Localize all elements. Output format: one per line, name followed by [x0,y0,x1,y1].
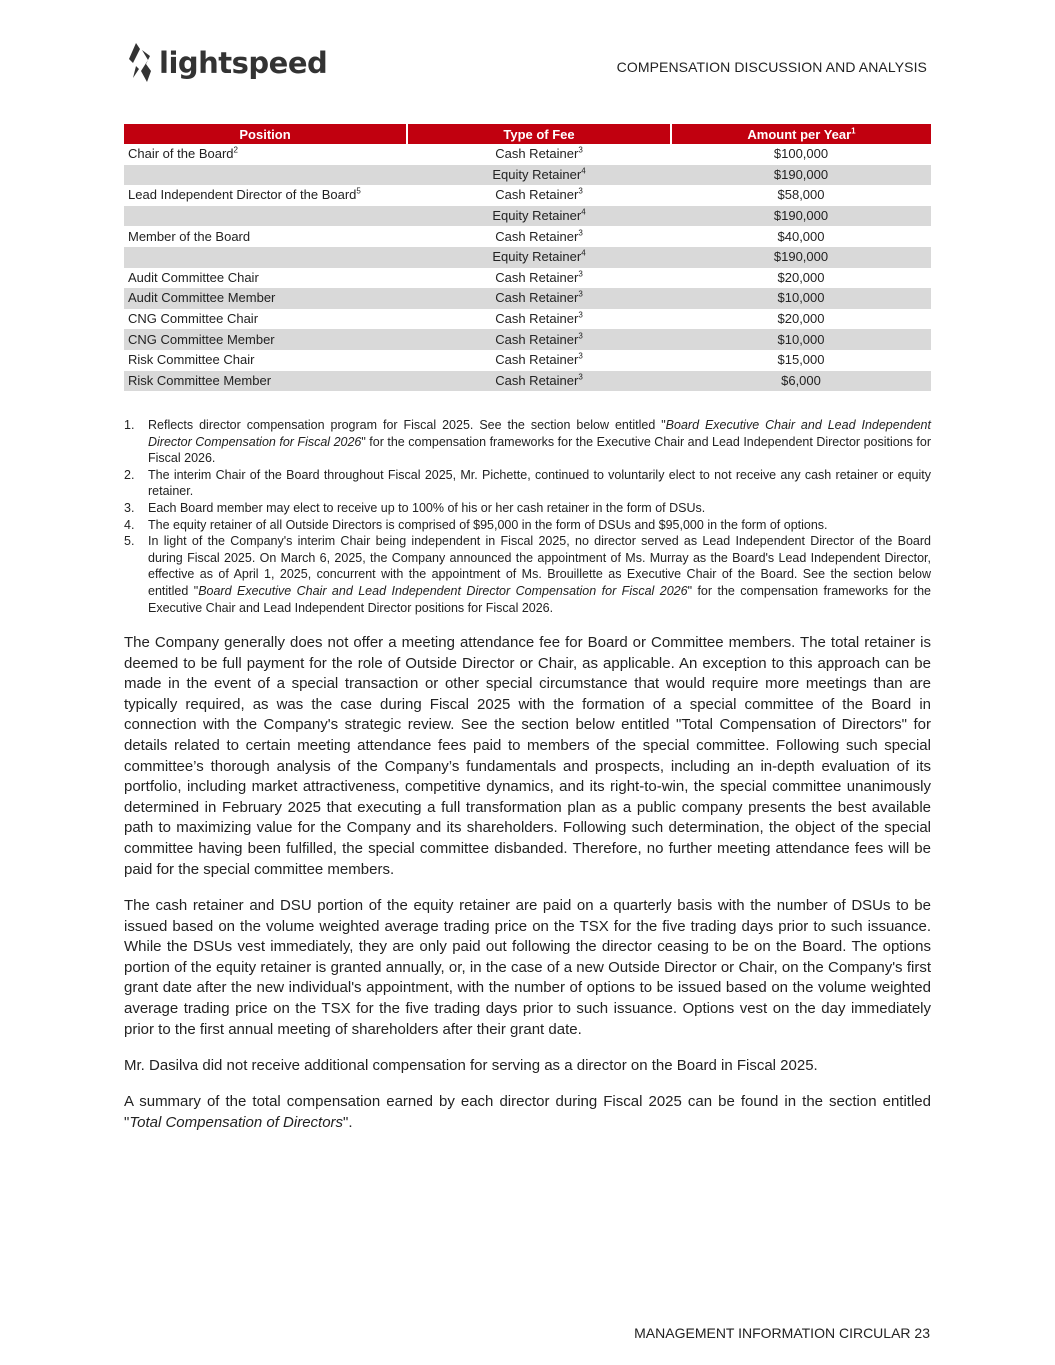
position-cell: CNG Committee Member [124,329,407,350]
position-cell: Risk Committee Member [124,371,407,392]
paragraph-dasilva: Mr. Dasilva did not receive additional compensation for serving as a director on the Board in Fiscal 2025. [124,1057,818,1074]
footnote-number: 5. [124,534,135,549]
position-cell: Audit Committee Chair [128,269,259,285]
amount-cell: $20,000 [777,311,825,327]
fee-cell: Equity Retainer$^4$ [407,247,671,268]
footnote-2: 2. The interim Chair of the Board throughout Fiscal 2025, Mr. Pichette, continued to voluntarily elect to not receive any cash retainer or equity retainer. [124,467,931,499]
header-type-of-fee: Type of Fee [407,124,671,144]
table-row [124,144,931,165]
position-cell: Risk Committee Chair [128,352,255,368]
position-cell: Chair of the Board$^2$ [128,145,238,162]
position-cell: Lead Independent Director of the Board$^5$ [128,187,361,203]
footnote-number: 1. [124,418,135,432]
fee-cell: Cash Retainer$^3$ [495,187,583,203]
amount-cell: $40,000 [777,228,825,244]
section-title: COMPENSATION DISCUSSION AND ANALYSIS [616,59,927,75]
fee-cell: Cash Retainer$^3$ [495,351,583,368]
table-row [124,226,931,247]
footnote-3: 3. Each Board member may elect to receive up to 100% of his or her cash retainer in the form of DSUs. [124,500,706,515]
table-row [124,206,931,227]
company-logo [127,42,327,84]
fee-cell: Cash Retainer$^3$ [407,329,671,350]
position-cell [124,247,407,268]
table-row [124,247,931,268]
amount-cell: $10,000 [671,329,931,350]
table-row [124,185,931,206]
table-row [124,329,931,350]
page-footer: MANAGEMENT INFORMATION CIRCULAR 23 [634,1325,930,1341]
paragraph-dsu-options: The cash retainer and DSU portion of the equity retainer are paid on a quarterly basis with the number of DSUs to be issued based on the volume weighted average trading price on the TSX for the five trading days prior to such issuance. While the DSUs vest immediately, they are only paid out following the director ceasing to be on the Board. The options portion of the equity retainer is granted annually, or, in the case of a new Outside Director or Chair, on the Company's first grant date after the new individual's appointment, with the number of options to be issued based on the volume weighted average trading price on the TSX for the five trading days prior to such issuance. Options vest on the day immediately prior to the first annual meeting of shareholders after their grant date. [124,897,931,1038]
paragraph-attendance-fees: The Company generally does not offer a meeting attendance fee for Board or Committee members. The total retainer is deemed to be full payment for the role of Outside Director or Chair, as applicable. An exception to this approach can be made in the event of a special transaction or other special circumstance that would require more meetings than are typically required, as was the case during Fiscal 2025 with the formation of a special committee of the Board in connection with the Company's strategic review. See the section below entitled "Total Compensation of Directors" for details related to certain meeting attendance fees paid to members of the special committee. Following such special committee’s thorough analysis of the Company’s fundamentals and prospects, including an in-depth evaluation of its portfolio, including market attractiveness, competitive dynamics, and its right-to-win, the special committee unanimously determined in February 2025 that executing a full transformation plan as a public company presents the best available path to maximizing value for the Company and its shareholders. Following such determination, the object of the special committee having been fulfilled, the special committee disbanded. Therefore, no further meeting attendance fees will be paid for the special committee members. [124,634,931,878]
footnote-1: 1. Reflects director compensation program for Fiscal 2025. See the section below entitled "Board Executive Chair and Lead Independent Director Compensation for Fiscal 2026" for the compensation frameworks for the Executive Chair and Lead Independent Director positions for Fiscal 2026. [124,418,931,466]
position-cell: CNG Committee Chair [128,311,259,327]
table-footnotes [124,417,931,616]
fee-cell: Cash Retainer$^3$ [407,288,671,309]
position-cell [124,206,407,227]
amount-cell: $100,000 [773,146,829,162]
amount-cell: $190,000 [671,206,931,227]
table-row [124,350,931,371]
table-row [124,268,931,289]
flame-logo-icon [127,42,153,84]
position-cell: Member of the Board [128,228,251,244]
amount-cell: $10,000 [671,288,931,309]
header-position: Position [124,124,407,144]
fee-cell: Cash Retainer$^3$ [495,145,583,162]
paragraph-summary: A summary of the total compensation earned by each director during Fiscal 2025 can be found in the section entitled "Total Compensation of Directors". [124,1093,931,1131]
amount-cell: $6,000 [671,371,931,392]
table-row [124,288,931,309]
header-amount-per-year: Amount per Year$^1$ [671,124,931,144]
table-row [124,309,931,330]
fee-cell: Cash Retainer$^3$ [495,269,583,285]
amount-cell: $15,000 [777,352,825,368]
table-header-row [124,124,931,144]
footnote-number: 2. [124,467,135,482]
footnote-number: 3. [124,500,135,515]
footnote-4: 4. The equity retainer of all Outside Directors is comprised of $95,000 in the form of DSUs and $95,000 in the form of options. [124,517,828,532]
amount-cell: $190,000 [671,165,931,186]
footnote-5: 5. In light of the Company's interim Chair being independent in Fiscal 2025, no director served as Lead Independent Director of the Board during Fiscal 2025. On March 6, 2025, the Company announced the appointment of Ms. Murray as the Board's Lead Independent Director, effective as of April 1, 2025, concurrent with the appointment of Ms. Brouillette as Executive Chair of the Board. See the section below entitled "Board Executive Chair and Lead Independent Director Compensation for Fiscal 2026" for the compensation frameworks for the Executive Chair and Lead Independent Director positions for Fiscal 2026. [124,534,931,615]
amount-cell: $58,000 [777,187,825,203]
director-fee-table [124,124,931,391]
fee-cell: Equity Retainer$^4$ [407,206,671,227]
fee-cell: Cash Retainer$^3$ [495,310,583,327]
amount-cell: $20,000 [777,269,825,285]
fee-cell: Equity Retainer$^4$ [407,165,671,186]
fee-cell: Cash Retainer$^3$ [407,371,671,392]
position-cell: Audit Committee Member [124,288,407,309]
table-row [124,165,931,186]
table-row [124,371,931,392]
footnote-number: 4. [124,517,135,532]
fee-cell: Cash Retainer$^3$ [495,228,583,244]
position-cell [124,165,407,186]
logo-text: lightspeed [159,45,328,80]
amount-cell: $190,000 [671,247,931,268]
